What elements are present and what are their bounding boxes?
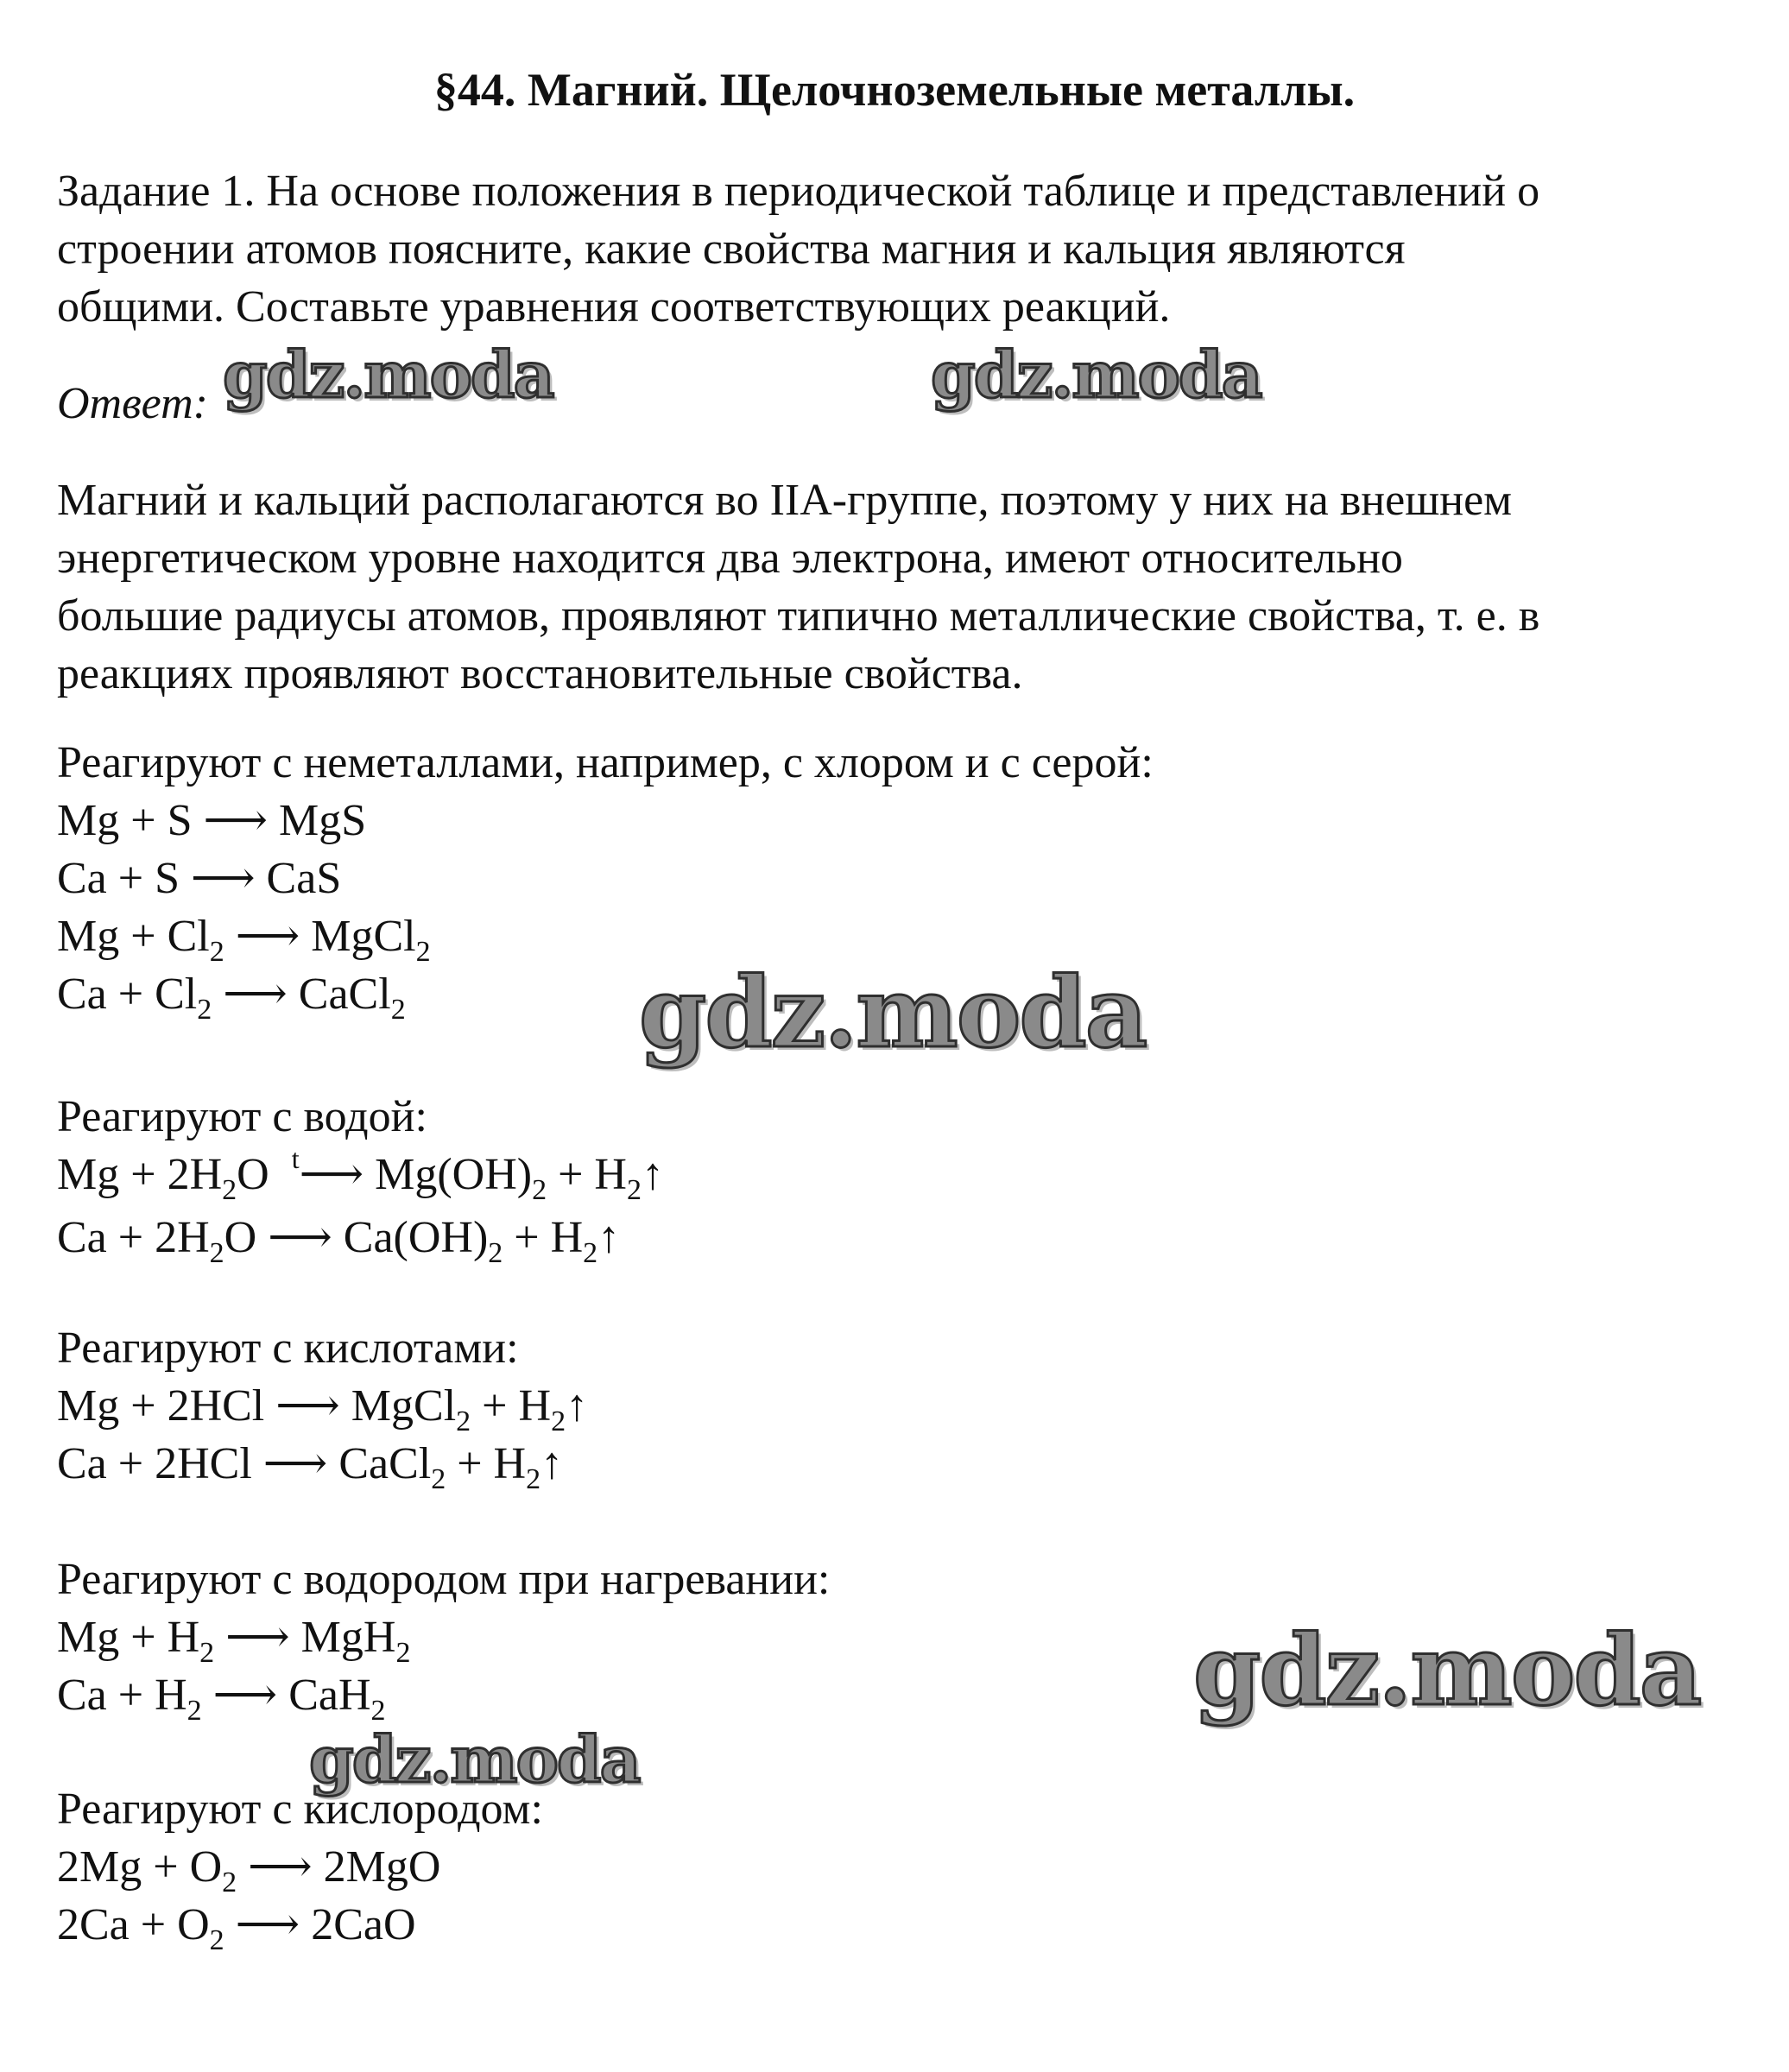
section-heading: Реагируют с водой: [57,1092,427,1141]
equation-part: O ⟶ Ca(OH) [224,1213,489,1262]
subscript: 2 [209,1924,224,1956]
subscript: 2 [390,994,406,1026]
equation-part: ↑ [597,1213,621,1262]
watermark: gdz.moda [223,338,553,413]
equation-part: ⟶ 2CaO [224,1900,416,1949]
subscript: 2 [526,1463,541,1495]
equation-part: O [237,1150,269,1199]
intro-line: Магний и кальций располагаются во IIA-группе, поэтому у них на внешнем [57,476,1513,525]
subscript: 2 [532,1174,547,1206]
subscript: 2 [197,994,212,1026]
section-oxygen [57,1780,1749,1954]
watermark: gdz.moda [1193,1614,1701,1728]
equation-part: + H [503,1213,584,1262]
intro-paragraph [57,471,1749,703]
equation [57,1143,1749,1209]
equation-part: Mg + 2HCl ⟶ MgCl [57,1381,457,1431]
equation-part: + H [446,1439,527,1488]
equation-part: ⟶ MgH [214,1613,396,1662]
equation-part: ⟶ 2MgO [237,1842,441,1892]
task-line: общими. Составьте уравнения соответствующих реакций. [57,282,1171,332]
equation [57,792,1749,850]
subscript: 2 [488,1237,503,1269]
intro-line: большие радиусы атомов, проявляют типично металлические свойства, т. е. в [57,591,1540,641]
subscript: 2 [222,1867,237,1898]
subscript: 2 [583,1237,598,1269]
subscript: 2 [209,1237,224,1269]
subscript: 2 [551,1406,566,1437]
section-heading: Реагируют с кислородом: [57,1785,543,1834]
section-heading: Реагируют с неметаллами, например, с хлором и с серой: [57,738,1154,787]
task-line: Задание 1. На основе положения в периодической таблице и представлений о [57,167,1540,216]
watermark: gdz.moda [639,957,1147,1070]
section-acids [57,1319,1749,1493]
equation-part: ↑ [540,1439,564,1488]
subscript: 2 [209,936,224,968]
subscript: 2 [395,1637,411,1669]
equation-part: + H [547,1150,627,1199]
equation-part: Ca + 2H [57,1213,210,1262]
equation [57,1896,1749,1954]
equation-part: ⟶ CaCl [212,970,391,1019]
equation [57,1435,1749,1493]
equation-part: Ca + 2HCl ⟶ CaCl [57,1439,432,1488]
reaction-condition: t [291,1143,300,1174]
equation-part: 2Mg + O [57,1842,223,1892]
equation-part: Mg + S ⟶ MgS [57,796,367,845]
answer-label: Ответ: [57,379,208,428]
section-heading: Реагируют с водородом при нагревании: [57,1555,831,1604]
section-water [57,1088,1749,1267]
equation-part: Mg + H [57,1613,200,1662]
equation-part: ↑ [566,1381,589,1431]
equation [57,1377,1749,1435]
subscript: 2 [415,936,431,968]
page-title: §44. Магний. Щелочноземельные металлы. [433,64,1356,116]
equation-part: ⟶ MgCl [224,912,416,961]
equation-part: + H [471,1381,552,1431]
equation-part: Mg + Cl [57,912,210,961]
equation [57,1838,1749,1896]
subscript: 2 [431,1463,446,1495]
subscript: 2 [186,1695,202,1727]
equation-part: Ca + H [57,1671,187,1720]
task-line: строении атомов поясните, какие свойства магния и кальция являются [57,224,1406,274]
equation-part: Mg + 2H [57,1150,223,1199]
intro-line: энергетическом уровне находится два электрона, имеют относительно [57,534,1403,583]
equation-part: Ca + Cl [57,970,198,1019]
subscript: 2 [222,1174,237,1206]
task-text [57,162,1749,336]
subscript: 2 [199,1637,215,1669]
subscript: 2 [370,1695,386,1727]
watermark: gdz.moda [309,1723,640,1797]
equation [57,1209,1749,1267]
subscript: 2 [627,1174,642,1206]
equation [57,850,1749,907]
section-heading: Реагируют с кислотами: [57,1323,519,1373]
subscript: 2 [456,1406,471,1437]
equation-part: ⟶ Mg(OH) [299,1150,533,1199]
equation-part: Ca + S ⟶ CaS [57,854,342,903]
intro-line: реакциях проявляют восстановительные свойства. [57,649,1023,698]
watermark: gdz.moda [931,338,1261,413]
equation-part: ⟶ CaH [201,1671,371,1720]
equation-part: 2Ca + O [57,1900,210,1949]
equation-part: ↑ [642,1150,664,1199]
